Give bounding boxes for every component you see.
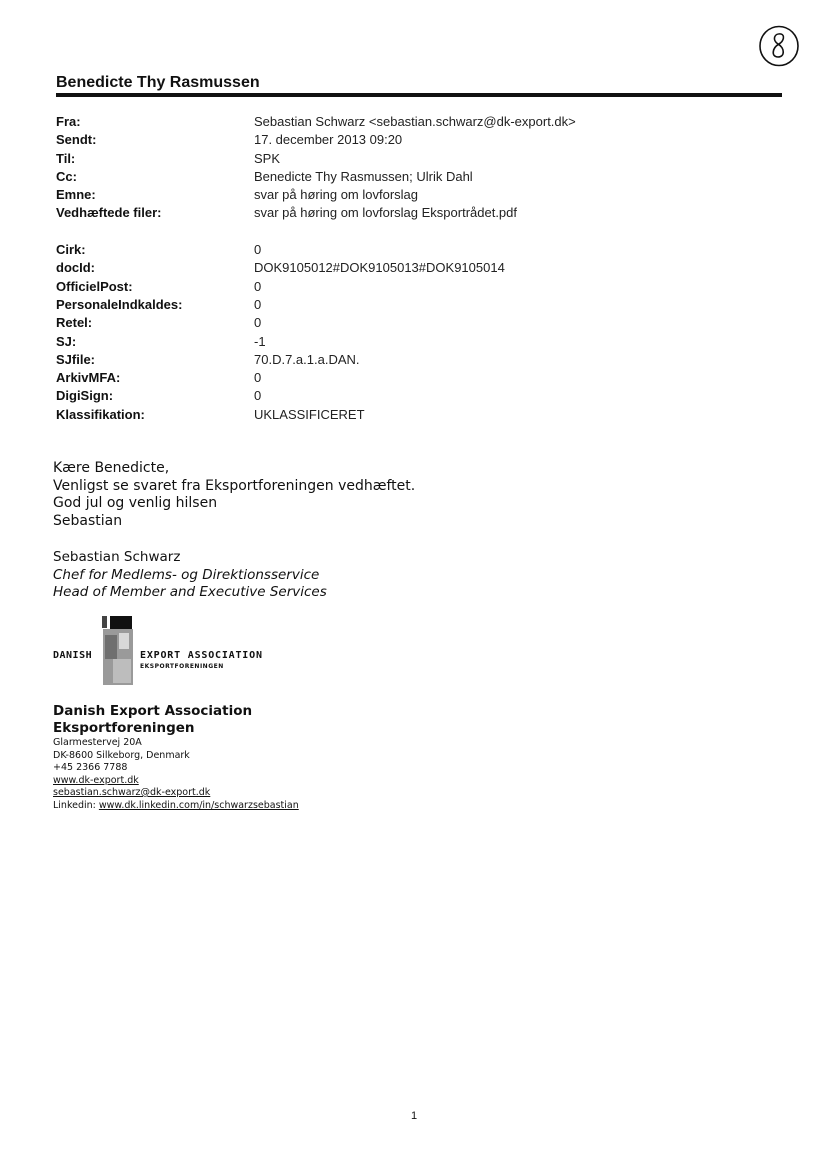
meta-row-sent: Sendt: 17. december 2013 09:20 (56, 132, 403, 148)
meta-row-arkivmfa: ArkivMFA: 0 (56, 370, 262, 386)
meta-row-digisign: DigiSign: 0 (56, 388, 262, 404)
handwritten-page-mark (757, 24, 801, 68)
company-name-english: Danish Export Association (53, 703, 253, 719)
body-line: God jul og venlig hilsen (53, 495, 218, 511)
email-link[interactable]: sebastian.schwarz@dk-export.dk (53, 787, 211, 798)
meta-row-from: Fra: Sebastian Schwarz <sebastian.schwarz@dk-export.dk> (56, 114, 576, 129)
signature-title-danish: Chef for Medlems- og Direktionsservice (53, 566, 320, 583)
meta-row-to: Til: SPK (56, 150, 281, 166)
logo-text-danish: DANISH (53, 650, 93, 661)
meta-row-attachments: Vedhæftede filer: svar på høring om lovforslag Eksportrådet.pdf (56, 205, 518, 221)
meta-row-klassifikation: Klassifikation: UKLASSIFICERET (56, 406, 365, 422)
meta-row-officielpost: OfficielPost: 0 (56, 278, 262, 294)
linkedin-label: Linkedin: (53, 799, 96, 811)
signature-name: Sebastian Schwarz (53, 549, 181, 565)
meta-spacer (56, 223, 576, 241)
email-body (53, 460, 415, 530)
header-divider (56, 93, 782, 97)
linkedin-link[interactable]: www.dk.linkedin.com/in/schwarzsebastian (98, 799, 299, 811)
company-name-danish: Eksportforeningen (53, 720, 195, 736)
meta-row-cirk: Cirk: 0 (56, 242, 262, 258)
body-line: Venligst se svaret fra Eksportforeningen vedhæftet. (53, 477, 416, 494)
logo-text-export-association: EXPORT ASSOCIATION (140, 650, 263, 661)
logo-text-eksportforeningen: EKSPORTFORENINGEN (140, 663, 224, 670)
company-street: Glarmestervej 20A (53, 737, 142, 748)
page-number: 1 (411, 1110, 418, 1122)
meta-row-sj: SJ: -1 (56, 333, 266, 349)
meta-row-docid: docId: DOK9105012#DOK9105013#DOK9105014 (56, 260, 505, 276)
company-city: DK-8600 Silkeborg, Denmark (53, 749, 190, 761)
company-phone: +45 2366 7788 (53, 762, 128, 773)
company-website-link[interactable]: www.dk-export.dk (53, 774, 139, 786)
meta-row-sjfile: SJfile: 70.D.7.a.1.a.DAN. (56, 351, 360, 367)
meta-row-personaleindkaldes: PersonaleIndkaldes: 0 (56, 296, 262, 312)
signature-block (53, 549, 327, 602)
meta-row-retel: Retel: 0 (56, 315, 262, 331)
company-contact-block (53, 703, 299, 812)
mailbox-owner-name: Benedicte Thy Rasmussen (56, 74, 260, 91)
signature-title-english: Head of Member and Executive Services (53, 584, 327, 600)
meta-row-subject: Emne: svar på høring om lovforslag (56, 187, 419, 203)
email-metadata (56, 113, 576, 424)
meta-row-cc: Cc: Benedicte Thy Rasmussen; Ulrik Dahl (56, 168, 473, 184)
body-line: Sebastian (53, 512, 123, 529)
body-line: Kære Benedicte, (53, 460, 170, 476)
company-logo (53, 615, 293, 687)
